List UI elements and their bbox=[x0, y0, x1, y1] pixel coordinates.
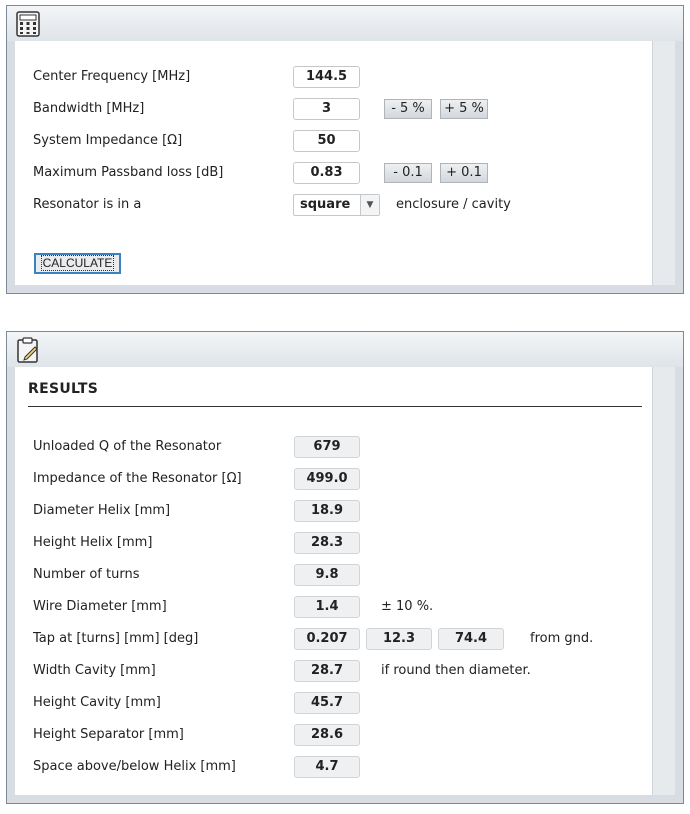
resonator-enclosure-label: Resonator is in a bbox=[33, 197, 142, 212]
system-impedance-label: System Impedance [Ω] bbox=[33, 133, 183, 148]
results-panel-body bbox=[15, 367, 653, 795]
center-frequency-label: Center Frequency [MHz] bbox=[33, 69, 191, 84]
passband-loss-label: Maximum Passband loss [dB] bbox=[33, 165, 224, 180]
result-label: Unloaded Q of the Resonator bbox=[33, 439, 222, 454]
results-panel-header bbox=[7, 332, 683, 367]
calculate-button[interactable] bbox=[34, 253, 121, 274]
result-note: ± 10 %. bbox=[381, 599, 434, 614]
result-label: Wire Diameter [mm] bbox=[33, 599, 167, 614]
result-label: Number of turns bbox=[33, 567, 140, 582]
results-panel-scrollbar[interactable] bbox=[652, 367, 675, 795]
result-label: Height Helix [mm] bbox=[33, 535, 153, 550]
passband-loss-plus-button[interactable]: + 0.1 bbox=[440, 163, 488, 183]
enclosure-select-value: square bbox=[300, 197, 351, 212]
passband-loss-input[interactable]: 0.83 bbox=[293, 162, 360, 184]
result-value-mm: 12.3 bbox=[366, 628, 432, 650]
enclosure-select[interactable] bbox=[293, 194, 380, 216]
result-value: 28.6 bbox=[294, 724, 360, 746]
result-value: 4.7 bbox=[294, 756, 360, 778]
result-value-turns: 0.207 bbox=[294, 628, 360, 650]
input-panel-body bbox=[15, 41, 653, 285]
input-panel-header bbox=[7, 6, 683, 41]
result-label: Space above/below Helix [mm] bbox=[33, 759, 236, 774]
clipboard-icon bbox=[16, 337, 40, 363]
input-panel-scrollbar[interactable] bbox=[652, 41, 675, 285]
result-label: Impedance of the Resonator [Ω] bbox=[33, 471, 242, 486]
system-impedance-input[interactable]: 50 bbox=[293, 130, 360, 152]
calculate-button-label: CALCULATE bbox=[42, 256, 113, 270]
center-frequency-input[interactable]: 144.5 bbox=[293, 66, 360, 88]
result-value: 679 bbox=[294, 436, 360, 458]
bandwidth-input[interactable]: 3 bbox=[293, 98, 360, 120]
result-value: 28.3 bbox=[294, 532, 360, 554]
result-value: 18.9 bbox=[294, 500, 360, 522]
result-value: 45.7 bbox=[294, 692, 360, 714]
bandwidth-label: Bandwidth [MHz] bbox=[33, 101, 145, 116]
result-value: 499.0 bbox=[294, 468, 360, 490]
result-value: 28.7 bbox=[294, 660, 360, 682]
result-note: from gnd. bbox=[530, 631, 594, 646]
result-value: 9.8 bbox=[294, 564, 360, 586]
calculator-icon bbox=[16, 11, 40, 37]
input-panel bbox=[6, 5, 684, 294]
bandwidth-minus-button[interactable]: - 5 % bbox=[384, 99, 432, 119]
result-label: Height Cavity [mm] bbox=[33, 695, 161, 710]
result-label: Diameter Helix [mm] bbox=[33, 503, 171, 518]
results-title: RESULTS bbox=[28, 381, 99, 397]
enclosure-suffix: enclosure / cavity bbox=[396, 197, 511, 212]
result-note: if round then diameter. bbox=[381, 663, 531, 678]
passband-loss-minus-button[interactable]: - 0.1 bbox=[384, 163, 432, 183]
result-label: Tap at [turns] [mm] [deg] bbox=[33, 631, 199, 646]
result-label: Height Separator [mm] bbox=[33, 727, 184, 742]
results-divider bbox=[28, 406, 642, 407]
bandwidth-plus-button[interactable]: + 5 % bbox=[440, 99, 488, 119]
results-panel bbox=[6, 331, 684, 804]
result-value-deg: 74.4 bbox=[438, 628, 504, 650]
result-label: Width Cavity [mm] bbox=[33, 663, 156, 678]
chevron-down-icon[interactable]: ▼ bbox=[360, 195, 379, 215]
result-value: 1.4 bbox=[294, 596, 360, 618]
